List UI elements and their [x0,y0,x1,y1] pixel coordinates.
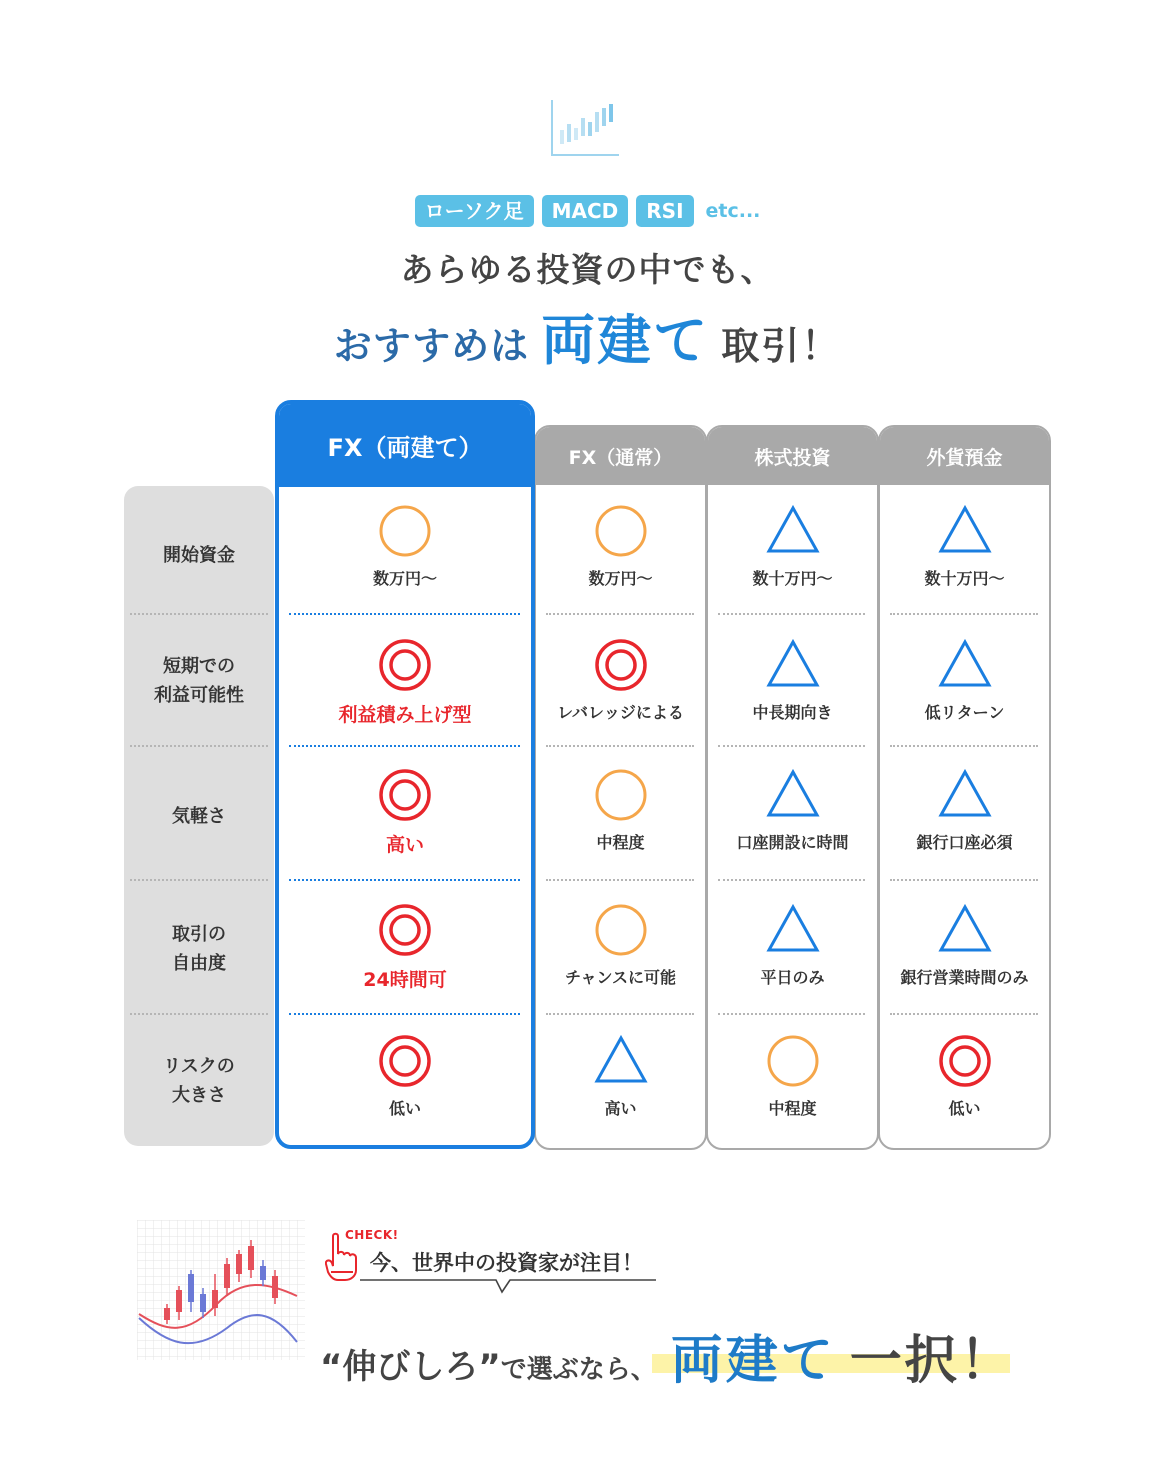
circle-mark-icon [377,503,433,559]
column-header-fx-hedge: FX（両建て） [279,404,531,487]
double-circle-mark-icon [377,767,433,823]
triangle-mark-icon [937,637,993,693]
cell-text: 利益積み上げ型 [338,704,472,726]
double-circle-mark-icon [377,902,433,958]
circle-mark-icon [593,902,649,958]
circle-mark-icon [765,1033,821,1089]
double-circle-mark-icon [593,637,649,693]
table-cell [706,767,879,862]
cell-text: 高い [385,834,424,856]
row-divider [890,613,1038,615]
cell-text: 中程度 [768,1099,817,1118]
cell-text: 高い [604,1099,637,1118]
final-mid: で選ぶなら、 [500,1355,657,1385]
tag-candlestick: ローソク足 [415,195,534,227]
final-end: 一択！ [849,1331,1015,1391]
row-divider [890,879,1038,881]
row-label: 気軽さ [172,805,226,827]
cell-text: 銀行営業時間のみ [900,968,1029,987]
triangle-mark-icon [937,767,993,823]
row-divider [546,613,694,615]
headline-line2 [0,298,1175,375]
table-cell [706,503,879,598]
table-cell [534,767,707,862]
row-divider [289,613,520,615]
cell-text: 低リターン [924,703,1005,722]
cell-text: 数万円〜 [372,569,437,588]
cell-text: 低い [388,1099,421,1118]
table-cell [275,767,535,862]
row-divider [546,879,694,881]
row-divider [130,745,268,747]
row-label: 短期での 利益可能性 [154,656,244,706]
cell-text: 口座開設に時間 [736,833,849,852]
final-quote: “伸びしろ” [320,1347,501,1387]
triangle-mark-icon [937,503,993,559]
table-cell [706,902,879,997]
row-divider [890,1013,1038,1015]
column-header-fx-deposit: 外貨預金 [880,427,1049,485]
row-divider [130,1013,268,1015]
double-circle-mark-icon [377,1033,433,1089]
cell-text: 数万円〜 [588,569,653,588]
row-divider [546,745,694,747]
row-label: 開始資金 [163,544,235,566]
cell-text: 中長期向き [752,703,833,722]
tag-etc: etc... [705,200,761,222]
row-divider [130,613,268,615]
circle-mark-icon [593,767,649,823]
headline-line1: あらゆる投資の中でも、 [400,250,775,289]
row-divider [718,613,865,615]
table-cell [275,902,535,997]
headline-emphasis: 両建て [541,309,710,372]
table-cell [534,902,707,997]
tag-macd: MACD [542,195,629,227]
table-cell [534,503,707,598]
candlestick-chart-illustration [137,1220,305,1360]
indicator-tags [0,195,1175,227]
cell-text: 中程度 [596,833,645,852]
final-message [320,1318,1015,1393]
row-divider [718,745,865,747]
table-cell [878,503,1051,598]
table-cell [706,1033,879,1128]
column-header-stocks: 株式投資 [708,427,877,485]
triangle-mark-icon [765,902,821,958]
row-divider [289,1013,520,1015]
final-emphasis: 両建て [670,1331,836,1391]
table-cell [706,637,879,732]
triangle-mark-icon [765,637,821,693]
table-cell [878,637,1051,732]
row-label: 取引の 自由度 [172,924,226,974]
cell-text: 数十万円〜 [924,569,1005,588]
speech-bubble-line [360,1274,660,1294]
table-cell [534,1033,707,1128]
tag-rsi: RSI [636,195,693,227]
row-divider [890,745,1038,747]
triangle-mark-icon [765,767,821,823]
headline-part1: おすすめは [333,324,530,368]
cell-text: 平日のみ [760,968,825,987]
row-divider [289,745,520,747]
table-cell [878,1033,1051,1128]
triangle-mark-icon [937,902,993,958]
bubble-text: 今、世界中の投資家が注目！ [370,1251,643,1275]
cell-text: レバレッジによる [557,703,684,722]
headline-part3: 取引！ [721,324,842,368]
column-header-fx-normal: FX（通常） [536,427,705,485]
bar-chart-icon [549,98,621,160]
table-cell [275,503,535,598]
cell-text: 銀行口座必須 [916,833,1013,852]
triangle-mark-icon [765,503,821,559]
table-cell [275,1033,535,1128]
row-divider [718,879,865,881]
cell-text: 低い [948,1099,981,1118]
double-circle-mark-icon [377,637,433,693]
cell-text: 24時間可 [363,969,447,991]
cell-text: チャンスに可能 [564,968,677,987]
double-circle-mark-icon [937,1033,993,1089]
row-divider [289,879,520,881]
row-divider [718,1013,865,1015]
check-label: CHECK! [345,1228,399,1242]
row-divider [546,1013,694,1015]
table-cell [275,637,535,732]
row-divider [130,879,268,881]
table-cell [534,637,707,732]
cell-text: 数十万円〜 [752,569,833,588]
table-cell [878,767,1051,862]
table-cell [878,902,1051,997]
row-label: リスクの 大きさ [163,1056,235,1106]
circle-mark-icon [593,503,649,559]
triangle-mark-icon [593,1033,649,1089]
